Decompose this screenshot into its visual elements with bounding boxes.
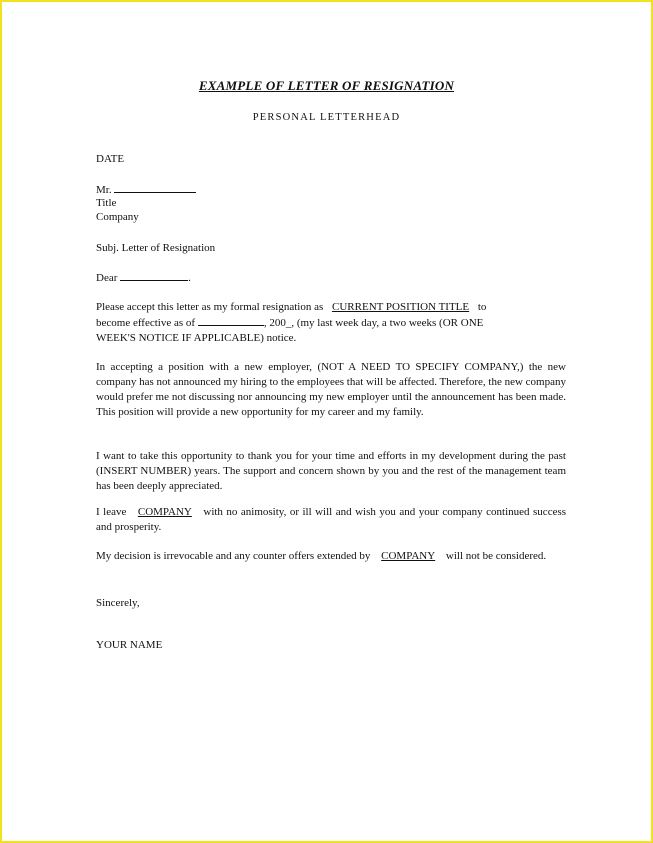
paragraph-2: In accepting a position with a new employer, (NOT A NEED TO SPECIFY COMPANY,) the new company has not announced my hiring to the employees that will be affected. Therefore, the new company would prefer me not discussing nor announcing my new employer until the announcement has been made. This position will provide a new opportunity for my career and my family. [96, 361, 566, 418]
paragraph-3: I want to take this opportunity to thank you for your time and efforts in my development during the past (INSERT NUMBER) years. The support and concern shown by you and the rest of the management team has been deeply appreciated. [96, 450, 566, 492]
signature-name: YOUR NAME [96, 639, 163, 651]
recipient-mr-label: Mr. [96, 184, 112, 196]
date-label: DATE [96, 153, 125, 165]
p1-text-a: Please accept this letter as my formal resignation as [96, 301, 324, 313]
p1-position: CURRENT POSITION TITLE [332, 301, 470, 313]
paragraph-5 [96, 549, 566, 564]
p1-text-b: to [477, 301, 487, 313]
p1-date-blank [198, 315, 264, 326]
recipient-name-blank [114, 182, 196, 193]
recipient-title: Title [96, 197, 117, 209]
p1-text-c: become effective as of [96, 317, 196, 329]
subject-line: Subj. Letter of Resignation [96, 242, 216, 254]
document-title: EXAMPLE OF LETTER OF RESIGNATION [198, 78, 455, 93]
p4-text-b: with no animosity, or ill will and wish you and your company continued success and prosperity. [96, 506, 567, 533]
p5-text-b: will not be considered. [445, 550, 547, 562]
p1-text-e: WEEK'S NOTICE IF APPLICABLE) notice. [96, 332, 297, 344]
p1-text-d: , 200_, (my last week day, a two weeks (OR ONE [263, 317, 484, 329]
closing: Sincerely, [96, 597, 140, 609]
p4-text-a: I leave [96, 506, 127, 518]
paragraph-4 [96, 505, 566, 535]
p4-company: COMPANY [137, 506, 192, 518]
salutation: Dear . [96, 272, 191, 284]
dear-label: Dear [96, 272, 118, 284]
p5-text-a: My decision is irrevocable and any counter offers extended by [96, 550, 371, 562]
recipient-company: Company [96, 211, 139, 223]
paragraph-1 [96, 300, 566, 346]
p5-company: COMPANY [381, 550, 436, 562]
dear-name-blank [120, 270, 188, 281]
letterhead: PERSONAL LETTERHEAD [252, 112, 401, 123]
